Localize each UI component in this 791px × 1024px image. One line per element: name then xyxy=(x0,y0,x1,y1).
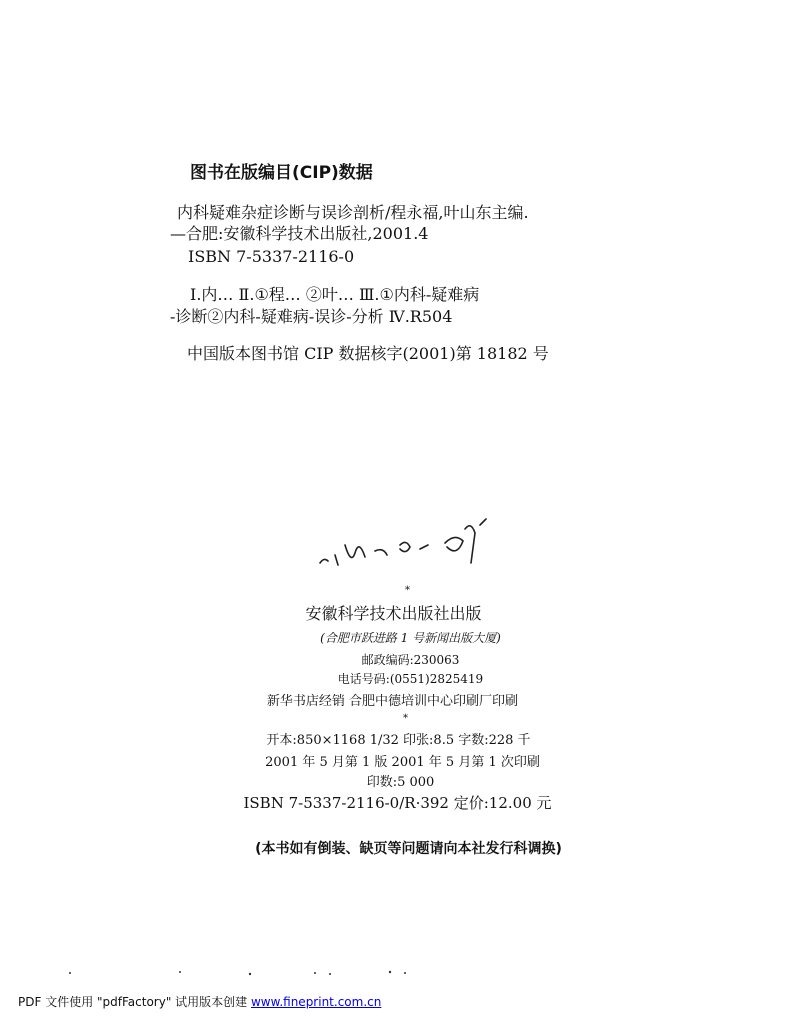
edition-info: 2001 年 5 月第 1 版 2001 年 5 月第 1 次印刷 xyxy=(265,755,540,770)
cip-isbn-line: ISBN 7-5337-2116-0 xyxy=(188,247,355,266)
cip-heading: 图书在版编目(CIP)数据 xyxy=(190,163,373,183)
cip-publisher-line: —合肥:安徽科学技术出版社,2001.4 xyxy=(170,224,429,243)
publisher-address: (合肥市跃进路 1 号新闻出版大厦) xyxy=(320,631,501,645)
postal-code: 邮政编码:230063 xyxy=(361,653,460,667)
isbn-and-price: ISBN 7-5337-2116-0/R·392 定价:12.00 元 xyxy=(243,794,552,812)
replacement-note: (本书如有倒装、缺页等问题请向本社发行科调换) xyxy=(255,841,562,857)
phone-number: 电话号码:(0551)2825419 xyxy=(337,672,484,686)
cip-book-title-line: 内科疑难杂症诊断与误诊剖析/程永福,叶山东主编. xyxy=(177,203,529,222)
pdf-footer xyxy=(18,996,381,1008)
distribution-printing: 新华书店经销 合肥中德培训中心印刷厂印刷 xyxy=(266,694,519,709)
print-run: 印数:5 000 xyxy=(366,775,435,790)
separator-asterisk: * xyxy=(405,585,410,596)
handwritten-mark xyxy=(315,515,505,575)
scan-speckles xyxy=(60,968,420,978)
cip-record-number: 中国版本图书馆 CIP 数据核字(2001)第 18182 号 xyxy=(187,344,549,363)
footer-text: PDF 文件使用 "pdfFactory" 试用版本创建 xyxy=(18,995,251,1009)
cip-subject-line-1: Ⅰ.内… Ⅱ.①程… ②叶… Ⅲ.①内科-疑难病 xyxy=(190,285,480,304)
fineprint-link[interactable]: www.fineprint.com.cn xyxy=(250,995,382,1009)
format-specs: 开本:850×1168 1/32 印张:8.5 字数:228 千 xyxy=(266,733,531,748)
separator-asterisk: * xyxy=(403,713,408,724)
cip-subject-line-2: -诊断②内科-疑难病-误诊-分析 Ⅳ.R504 xyxy=(170,307,453,326)
publisher-name: 安徽科学技术出版社出版 xyxy=(305,604,482,623)
